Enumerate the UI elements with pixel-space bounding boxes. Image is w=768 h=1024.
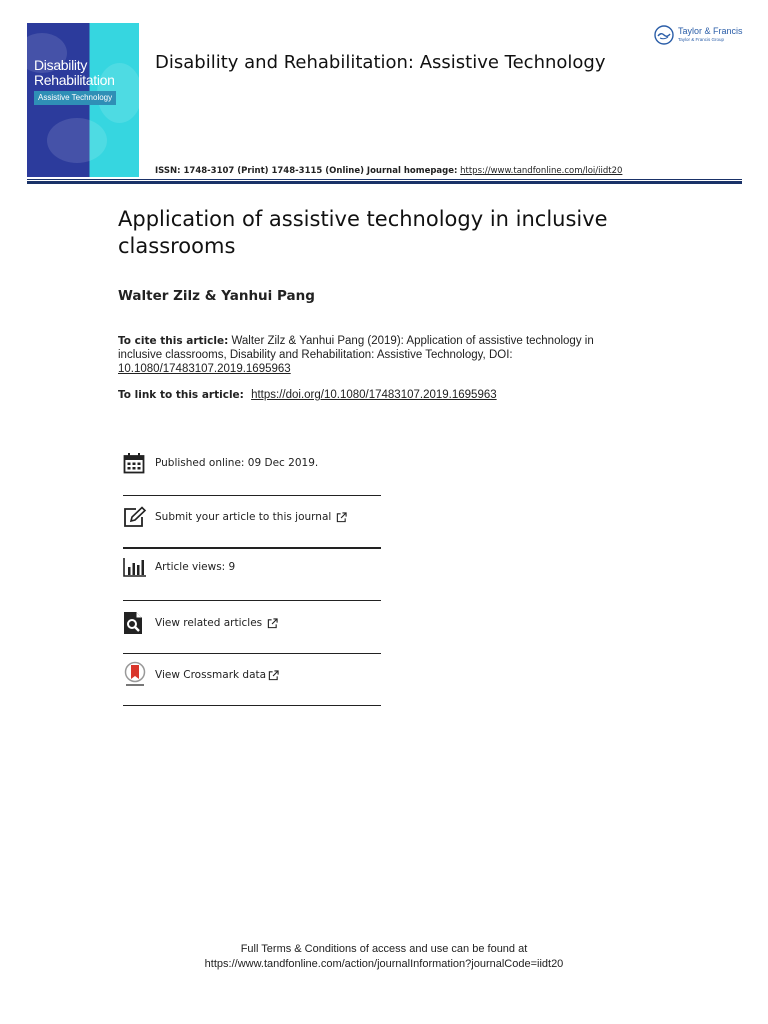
journal-title: Disability and Rehabilitation: Assistive Technology — [155, 52, 606, 73]
search-document-icon — [123, 611, 143, 635]
info-divider — [123, 705, 381, 706]
crossmark-row[interactable] — [123, 660, 381, 690]
submit-article-row[interactable] — [123, 502, 381, 532]
taylor-francis-logo-icon — [654, 25, 674, 45]
citation-block — [118, 334, 638, 376]
issn-text: ISSN: 1748-3107 (Print) 1748-3115 (Online) Journal homepage: — [155, 166, 458, 176]
article-views-row — [123, 552, 381, 582]
article-title: Application of assistive technology in inclusive classrooms — [118, 207, 608, 258]
info-divider — [123, 600, 381, 601]
header-divider-thin — [27, 179, 742, 180]
external-link-icon — [268, 670, 279, 681]
header-divider-thick — [27, 181, 742, 184]
journal-homepage-link[interactable]: https://www.tandfonline.com/loi/iidt20 — [460, 166, 623, 176]
cover-subtitle: Assistive Technology — [34, 91, 116, 105]
bar-chart-icon — [123, 557, 147, 577]
published-online-label: Published online: 09 Dec 2019. — [155, 457, 319, 469]
article-authors: Walter Zilz & Yanhui Pang — [118, 288, 315, 304]
crossmark-icon — [123, 661, 147, 689]
publisher-logo[interactable] — [654, 23, 746, 47]
info-divider — [123, 653, 381, 654]
calendar-icon — [123, 452, 145, 474]
cover-title: Disability Rehabilitation — [34, 57, 115, 88]
terms-text: Full Terms & Conditions of access and use can be found at — [240, 943, 528, 955]
edit-icon — [123, 506, 147, 528]
article-link-block — [118, 389, 638, 401]
terms-footer — [0, 942, 768, 972]
related-articles-row[interactable] — [123, 608, 381, 638]
citation-text: Walter Zilz & Yanhui Pang (2019): Application of assistive technology in inclusive classrooms, Disability and Rehabilitation: Assistive Technology, DOI: — [118, 335, 594, 361]
citation-doi-link[interactable]: 10.1080/17483107.2019.1695963 — [118, 363, 291, 375]
publisher-name: Taylor & Francis — [678, 26, 743, 36]
external-link-icon — [267, 618, 278, 629]
info-divider — [123, 495, 381, 496]
publisher-group: Taylor & Francis Group — [678, 37, 725, 42]
article-doi-link[interactable]: https://doi.org/10.1080/17483107.2019.1695963 — [251, 389, 497, 401]
published-online-row — [123, 448, 381, 478]
submit-article-label: Submit your article to this journal — [155, 511, 332, 523]
crossmark-label: View Crossmark data — [155, 669, 267, 681]
journal-cover-image — [27, 23, 139, 177]
terms-link[interactable]: https://www.tandfonline.com/action/journalInformation?journalCode=iidt20 — [204, 958, 564, 970]
issn-line — [155, 166, 622, 176]
citation-label: To cite this article: — [118, 335, 229, 347]
external-link-icon — [336, 512, 347, 523]
article-views-label: Article views: 9 — [155, 561, 236, 573]
info-divider — [123, 547, 381, 549]
related-articles-label: View related articles — [155, 617, 263, 629]
article-link-label: To link to this article: — [118, 389, 244, 401]
